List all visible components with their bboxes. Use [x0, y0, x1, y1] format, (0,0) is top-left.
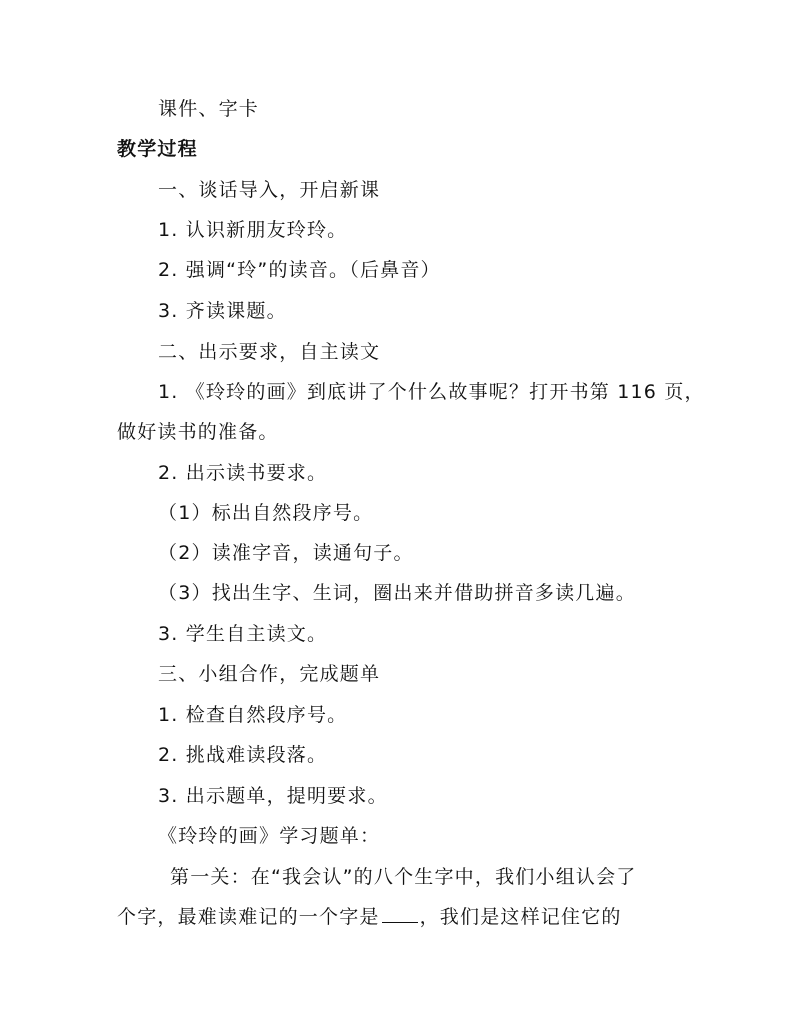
part2-item-1a: 1. 《玲玲的画》到底讲了个什么故事呢？打开书第 116 页， [158, 381, 705, 403]
part2-title: 二、出示要求，自主读文 [158, 341, 381, 363]
fill-in-blank [382, 904, 418, 923]
prep-materials-line: 课件、字卡 [158, 98, 260, 120]
part2-req-3: （3）找出生字、生词，圈出来并借助拼音多读几遍。 [158, 582, 636, 604]
level1-text-after-blank: ，我们是这样记住它的 [419, 906, 622, 928]
part1-item-3: 3. 齐读课题。 [158, 300, 287, 322]
part2-req-2: （2）读准字音，读通句子。 [158, 542, 414, 564]
section-title: 教学过程 [117, 138, 198, 160]
level1-text-before-blank: 个字，最难读难记的一个字是 [117, 906, 380, 928]
part1-item-1: 1. 认识新朋友玲玲。 [158, 219, 348, 241]
worksheet-title: 《玲玲的画》学习题单： [158, 825, 381, 847]
part3-item-1: 1. 检查自然段序号。 [158, 704, 348, 726]
part1-title: 一、谈话导入，开启新课 [158, 179, 381, 201]
part1-item-2: 2. 强调“玲”的读音。（后鼻音） [158, 259, 441, 281]
part3-item-3: 3. 出示题单，提明要求。 [158, 785, 388, 807]
part2-item-2: 2. 出示读书要求。 [158, 462, 328, 484]
part3-item-2: 2. 挑战难读段落。 [158, 744, 328, 766]
part2-req-1: （1）标出自然段序号。 [158, 502, 374, 524]
level1-line-b [117, 904, 622, 930]
part2-item-1b: 做好读书的准备。 [117, 421, 279, 443]
part2-item-3: 3. 学生自主读文。 [158, 623, 328, 645]
part3-title: 三、小组合作，完成题单 [158, 663, 381, 685]
level1-line-a: 第一关：在“我会认”的八个生字中，我们小组认会了 [170, 866, 637, 888]
